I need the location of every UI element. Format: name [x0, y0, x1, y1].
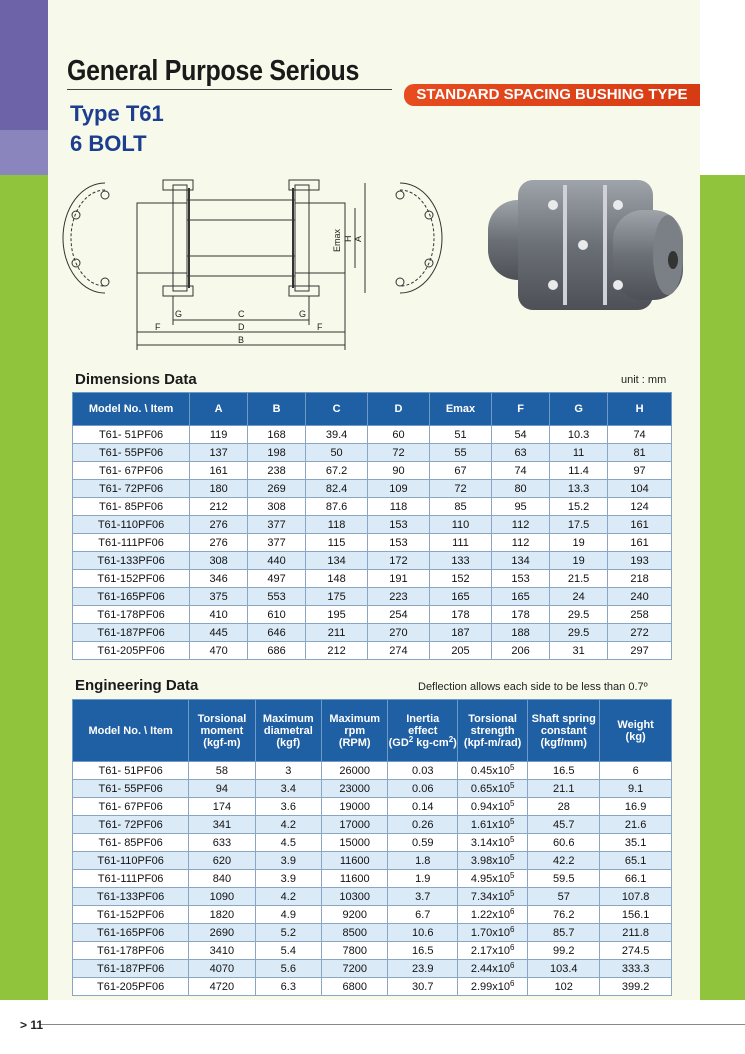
value-cell: 26000 [322, 762, 388, 780]
value-cell: 377 [248, 516, 306, 534]
label-h: H [343, 235, 353, 242]
value-cell: 4720 [189, 978, 255, 996]
value-cell: 10300 [322, 888, 388, 906]
value-cell: 112 [492, 516, 550, 534]
type-label: Type T61 [70, 101, 164, 126]
value-cell: 272 [608, 624, 672, 642]
value-cell: 276 [190, 516, 248, 534]
value-cell: 6 [600, 762, 672, 780]
value-cell: 238 [248, 462, 306, 480]
value-cell: 4.2 [255, 816, 321, 834]
value-cell: 23.9 [388, 960, 458, 978]
model-cell: T61-111PF06 [73, 870, 189, 888]
model-cell: T61- 55PF06 [73, 444, 190, 462]
value-cell: 153 [368, 516, 430, 534]
value-cell: 174 [189, 798, 255, 816]
value-cell: 168 [248, 426, 306, 444]
page-number: > 11 [20, 1018, 44, 1032]
value-cell: 82.4 [306, 480, 368, 498]
value-cell: 7200 [322, 960, 388, 978]
value-cell: 19 [550, 534, 608, 552]
torsional-strength-cell: $1.61x10^5$ [458, 816, 528, 834]
value-cell: 633 [189, 834, 255, 852]
value-cell: 4.5 [255, 834, 321, 852]
value-cell: 90 [368, 462, 430, 480]
table-row [73, 570, 672, 588]
value-cell: 620 [189, 852, 255, 870]
eng-header-max-diametral: Maximum diametral (kgf) [255, 700, 321, 762]
value-cell: 97 [608, 462, 672, 480]
dimensions-unit: unit : mm [621, 374, 667, 386]
value-cell: 274 [368, 642, 430, 660]
value-cell: 270 [368, 624, 430, 642]
value-cell: 3.7 [388, 888, 458, 906]
value-cell: 42.2 [528, 852, 600, 870]
value-cell: 274.5 [600, 942, 672, 960]
value-cell: 35.1 [600, 834, 672, 852]
value-cell: 19000 [322, 798, 388, 816]
table-row [73, 978, 672, 996]
value-cell: 3.4 [255, 780, 321, 798]
value-cell: 60.6 [528, 834, 600, 852]
value-cell: 13.3 [550, 480, 608, 498]
eng-header-model: Model No. \ Item [73, 700, 189, 762]
value-cell: 17000 [322, 816, 388, 834]
model-cell: T61-205PF06 [73, 642, 190, 660]
title-underline [67, 89, 392, 90]
value-cell: 65.1 [600, 852, 672, 870]
value-cell: 17.5 [550, 516, 608, 534]
value-cell: 5.6 [255, 960, 321, 978]
value-cell: 124 [608, 498, 672, 516]
table-row [73, 960, 672, 978]
value-cell: 178 [429, 606, 491, 624]
value-cell: 16.5 [528, 762, 600, 780]
value-cell: 840 [189, 870, 255, 888]
value-cell: 187 [429, 624, 491, 642]
table-row [73, 462, 672, 480]
value-cell: 45.7 [528, 816, 600, 834]
model-cell: T61-111PF06 [73, 534, 190, 552]
value-cell: 0.26 [388, 816, 458, 834]
value-cell: 72 [429, 480, 491, 498]
value-cell: 104 [608, 480, 672, 498]
table-row [73, 762, 672, 780]
table-row [73, 588, 672, 606]
value-cell: 440 [248, 552, 306, 570]
torsional-strength-cell: $1.70x10^6$ [458, 924, 528, 942]
value-cell: 211 [306, 624, 368, 642]
torsional-strength-cell: $7.34x10^5$ [458, 888, 528, 906]
value-cell: 0.03 [388, 762, 458, 780]
value-cell: 58 [189, 762, 255, 780]
table-row [73, 906, 672, 924]
value-cell: 308 [190, 552, 248, 570]
table-row [73, 642, 672, 660]
coupling-photo [463, 175, 698, 335]
value-cell: 5.4 [255, 942, 321, 960]
value-cell: 375 [190, 588, 248, 606]
eng-header-inertia: Inertia effect ($GD^2$ $kg-cm^2$) [388, 700, 458, 762]
footer-rule [40, 1024, 745, 1025]
value-cell: 11600 [322, 870, 388, 888]
dim-header-d: D [368, 393, 430, 426]
value-cell: 29.5 [550, 606, 608, 624]
value-cell: 470 [190, 642, 248, 660]
value-cell: 276 [190, 534, 248, 552]
value-cell: 15000 [322, 834, 388, 852]
value-cell: 28 [528, 798, 600, 816]
table-row [73, 480, 672, 498]
model-cell: T61- 67PF06 [73, 462, 190, 480]
value-cell: 80 [492, 480, 550, 498]
value-cell: 346 [190, 570, 248, 588]
value-cell: 3 [255, 762, 321, 780]
value-cell: 11600 [322, 852, 388, 870]
value-cell: 297 [608, 642, 672, 660]
model-cell: T61- 72PF06 [73, 816, 189, 834]
table-row [73, 624, 672, 642]
table-row [73, 426, 672, 444]
value-cell: 161 [190, 462, 248, 480]
dimensions-title: Dimensions Data [75, 371, 197, 388]
value-cell: 212 [306, 642, 368, 660]
value-cell: 258 [608, 606, 672, 624]
table-row [73, 888, 672, 906]
value-cell: 195 [306, 606, 368, 624]
value-cell: 118 [368, 498, 430, 516]
value-cell: 153 [368, 534, 430, 552]
value-cell: 254 [368, 606, 430, 624]
value-cell: 269 [248, 480, 306, 498]
value-cell: 115 [306, 534, 368, 552]
engineering-table [72, 699, 672, 996]
table-row [73, 444, 672, 462]
dim-header-b: B [248, 393, 306, 426]
value-cell: 410 [190, 606, 248, 624]
value-cell: 153 [492, 570, 550, 588]
value-cell: 188 [492, 624, 550, 642]
value-cell: 21.1 [528, 780, 600, 798]
model-cell: T61-178PF06 [73, 942, 189, 960]
value-cell: 4070 [189, 960, 255, 978]
torsional-strength-cell: $3.98x10^5$ [458, 852, 528, 870]
value-cell: 193 [608, 552, 672, 570]
value-cell: 11 [550, 444, 608, 462]
value-cell: 156.1 [600, 906, 672, 924]
dim-header-c: C [306, 393, 368, 426]
dimensions-table [72, 392, 672, 660]
eng-header-shaft-spring: Shaft spring constant (kgf/mm) [528, 700, 600, 762]
value-cell: 31 [550, 642, 608, 660]
value-cell: 497 [248, 570, 306, 588]
value-cell: 76.2 [528, 906, 600, 924]
model-cell: T61-110PF06 [73, 852, 189, 870]
value-cell: 66.1 [600, 870, 672, 888]
value-cell: 5.2 [255, 924, 321, 942]
table-row [73, 798, 672, 816]
value-cell: 85.7 [528, 924, 600, 942]
torsional-strength-cell: $2.99x10^6$ [458, 978, 528, 996]
value-cell: 24 [550, 588, 608, 606]
value-cell: 21.5 [550, 570, 608, 588]
value-cell: 3.9 [255, 852, 321, 870]
value-cell: 211.8 [600, 924, 672, 942]
model-cell: T61-133PF06 [73, 888, 189, 906]
value-cell: 10.6 [388, 924, 458, 942]
torsional-strength-cell: $0.65x10^5$ [458, 780, 528, 798]
value-cell: 333.3 [600, 960, 672, 978]
value-cell: 553 [248, 588, 306, 606]
value-cell: 67.2 [306, 462, 368, 480]
model-cell: T61-152PF06 [73, 570, 190, 588]
value-cell: 198 [248, 444, 306, 462]
value-cell: 63 [492, 444, 550, 462]
value-cell: 111 [429, 534, 491, 552]
model-cell: T61- 51PF06 [73, 762, 189, 780]
value-cell: 11.4 [550, 462, 608, 480]
value-cell: 399.2 [600, 978, 672, 996]
value-cell: 21.6 [600, 816, 672, 834]
label-c: C [238, 309, 245, 319]
value-cell: 377 [248, 534, 306, 552]
value-cell: 94 [189, 780, 255, 798]
value-cell: 9200 [322, 906, 388, 924]
dim-header-emax: Emax [429, 393, 491, 426]
bottom-margin [0, 1000, 745, 1054]
value-cell: 102 [528, 978, 600, 996]
value-cell: 1.8 [388, 852, 458, 870]
value-cell: 74 [492, 462, 550, 480]
value-cell: 445 [190, 624, 248, 642]
value-cell: 119 [190, 426, 248, 444]
value-cell: 16.9 [600, 798, 672, 816]
value-cell: 1.9 [388, 870, 458, 888]
value-cell: 112 [492, 534, 550, 552]
table-row [73, 924, 672, 942]
value-cell: 85 [429, 498, 491, 516]
engineering-note: Deflection allows each side to be less than 0.7º [418, 681, 648, 693]
value-cell: 6800 [322, 978, 388, 996]
value-cell: 6.7 [388, 906, 458, 924]
value-cell: 133 [429, 552, 491, 570]
value-cell: 118 [306, 516, 368, 534]
value-cell: 172 [368, 552, 430, 570]
table-row [73, 498, 672, 516]
value-cell: 223 [368, 588, 430, 606]
value-cell: 165 [492, 588, 550, 606]
value-cell: 54 [492, 426, 550, 444]
value-cell: 107.8 [600, 888, 672, 906]
value-cell: 0.14 [388, 798, 458, 816]
model-cell: T61- 85PF06 [73, 498, 190, 516]
value-cell: 1820 [189, 906, 255, 924]
torsional-strength-cell: $1.22x10^6$ [458, 906, 528, 924]
value-cell: 15.2 [550, 498, 608, 516]
engineering-title: Engineering Data [75, 677, 199, 694]
value-cell: 240 [608, 588, 672, 606]
label-f-right: F [317, 322, 323, 332]
page-title: General Purpose Serious [67, 55, 360, 87]
model-cell: T61-165PF06 [73, 588, 190, 606]
value-cell: 95 [492, 498, 550, 516]
torsional-strength-cell: $0.45x10^5$ [458, 762, 528, 780]
value-cell: 19 [550, 552, 608, 570]
torsional-strength-cell: $3.14x10^5$ [458, 834, 528, 852]
value-cell: 10.3 [550, 426, 608, 444]
value-cell: 646 [248, 624, 306, 642]
value-cell: 3.9 [255, 870, 321, 888]
value-cell: 110 [429, 516, 491, 534]
value-cell: 39.4 [306, 426, 368, 444]
value-cell: 6.3 [255, 978, 321, 996]
model-cell: T61- 55PF06 [73, 780, 189, 798]
value-cell: 16.5 [388, 942, 458, 960]
value-cell: 4.2 [255, 888, 321, 906]
dim-header-g: G [550, 393, 608, 426]
dim-header-f: F [492, 393, 550, 426]
model-cell: T61-178PF06 [73, 606, 190, 624]
value-cell: 4.9 [255, 906, 321, 924]
label-a: A [353, 235, 363, 242]
model-cell: T61-152PF06 [73, 906, 189, 924]
value-cell: 81 [608, 444, 672, 462]
value-cell: 161 [608, 534, 672, 552]
value-cell: 57 [528, 888, 600, 906]
model-cell: T61-187PF06 [73, 960, 189, 978]
eng-header-torsional-strength: Torsional strength (kpf-m/rad) [458, 700, 528, 762]
model-cell: T61- 85PF06 [73, 834, 189, 852]
value-cell: 87.6 [306, 498, 368, 516]
label-f-left: F [155, 322, 161, 332]
value-cell: 148 [306, 570, 368, 588]
table-row [73, 516, 672, 534]
model-cell: T61-205PF06 [73, 978, 189, 996]
value-cell: 29.5 [550, 624, 608, 642]
label-g-right: G [299, 309, 307, 319]
value-cell: 134 [492, 552, 550, 570]
label-g-left: G [175, 309, 183, 319]
table-row [73, 780, 672, 798]
model-cell: T61-187PF06 [73, 624, 190, 642]
model-cell: T61- 51PF06 [73, 426, 190, 444]
value-cell: 0.06 [388, 780, 458, 798]
value-cell: 610 [248, 606, 306, 624]
type-banner: STANDARD SPACING BUSHING TYPE [404, 84, 700, 106]
value-cell: 137 [190, 444, 248, 462]
value-cell: 72 [368, 444, 430, 462]
value-cell: 23000 [322, 780, 388, 798]
value-cell: 99.2 [528, 942, 600, 960]
purple-band-light [0, 130, 48, 175]
model-cell: T61-165PF06 [73, 924, 189, 942]
value-cell: 1090 [189, 888, 255, 906]
table-row [73, 870, 672, 888]
label-emax: Emax [332, 228, 342, 252]
dim-header-a: A [190, 393, 248, 426]
torsional-strength-cell: $2.17x10^6$ [458, 942, 528, 960]
table-row [73, 852, 672, 870]
dim-header-model: Model No. \ Item [73, 393, 190, 426]
value-cell: 109 [368, 480, 430, 498]
value-cell: 134 [306, 552, 368, 570]
value-cell: 180 [190, 480, 248, 498]
eng-header-weight: Weight (kg) [600, 700, 672, 762]
purple-band [0, 0, 48, 130]
value-cell: 205 [429, 642, 491, 660]
value-cell: 218 [608, 570, 672, 588]
table-row [73, 552, 672, 570]
value-cell: 178 [492, 606, 550, 624]
value-cell: 161 [608, 516, 672, 534]
value-cell: 59.5 [528, 870, 600, 888]
table-row [73, 534, 672, 552]
value-cell: 7800 [322, 942, 388, 960]
model-cell: T61-110PF06 [73, 516, 190, 534]
table-row [73, 834, 672, 852]
label-b: B [238, 335, 245, 345]
value-cell: 0.59 [388, 834, 458, 852]
value-cell: 103.4 [528, 960, 600, 978]
eng-header-max-rpm: Maximum rpm (RPM) [322, 700, 388, 762]
value-cell: 212 [190, 498, 248, 516]
value-cell: 51 [429, 426, 491, 444]
bolt-label: 6 BOLT [70, 131, 147, 156]
value-cell: 341 [189, 816, 255, 834]
table-row [73, 816, 672, 834]
label-d: D [238, 322, 245, 332]
value-cell: 308 [248, 498, 306, 516]
model-cell: T61- 67PF06 [73, 798, 189, 816]
table-row [73, 942, 672, 960]
value-cell: 55 [429, 444, 491, 462]
torsional-strength-cell: $4.95x10^5$ [458, 870, 528, 888]
torsional-strength-cell: $0.94x10^5$ [458, 798, 528, 816]
torsional-strength-cell: $2.44x10^6$ [458, 960, 528, 978]
value-cell: 175 [306, 588, 368, 606]
value-cell: 30.7 [388, 978, 458, 996]
model-cell: T61-133PF06 [73, 552, 190, 570]
model-cell: T61- 72PF06 [73, 480, 190, 498]
value-cell: 2690 [189, 924, 255, 942]
value-cell: 8500 [322, 924, 388, 942]
value-cell: 191 [368, 570, 430, 588]
value-cell: 3410 [189, 942, 255, 960]
value-cell: 60 [368, 426, 430, 444]
value-cell: 67 [429, 462, 491, 480]
value-cell: 165 [429, 588, 491, 606]
value-cell: 3.6 [255, 798, 321, 816]
value-cell: 50 [306, 444, 368, 462]
value-cell: 686 [248, 642, 306, 660]
value-cell: 9.1 [600, 780, 672, 798]
dim-header-h: H [608, 393, 672, 426]
value-cell: 206 [492, 642, 550, 660]
value-cell: 152 [429, 570, 491, 588]
eng-header-torsional-moment: Torsional moment (kgf-m) [189, 700, 255, 762]
coupling-technical-drawing [55, 170, 455, 355]
value-cell: 74 [608, 426, 672, 444]
table-row [73, 606, 672, 624]
